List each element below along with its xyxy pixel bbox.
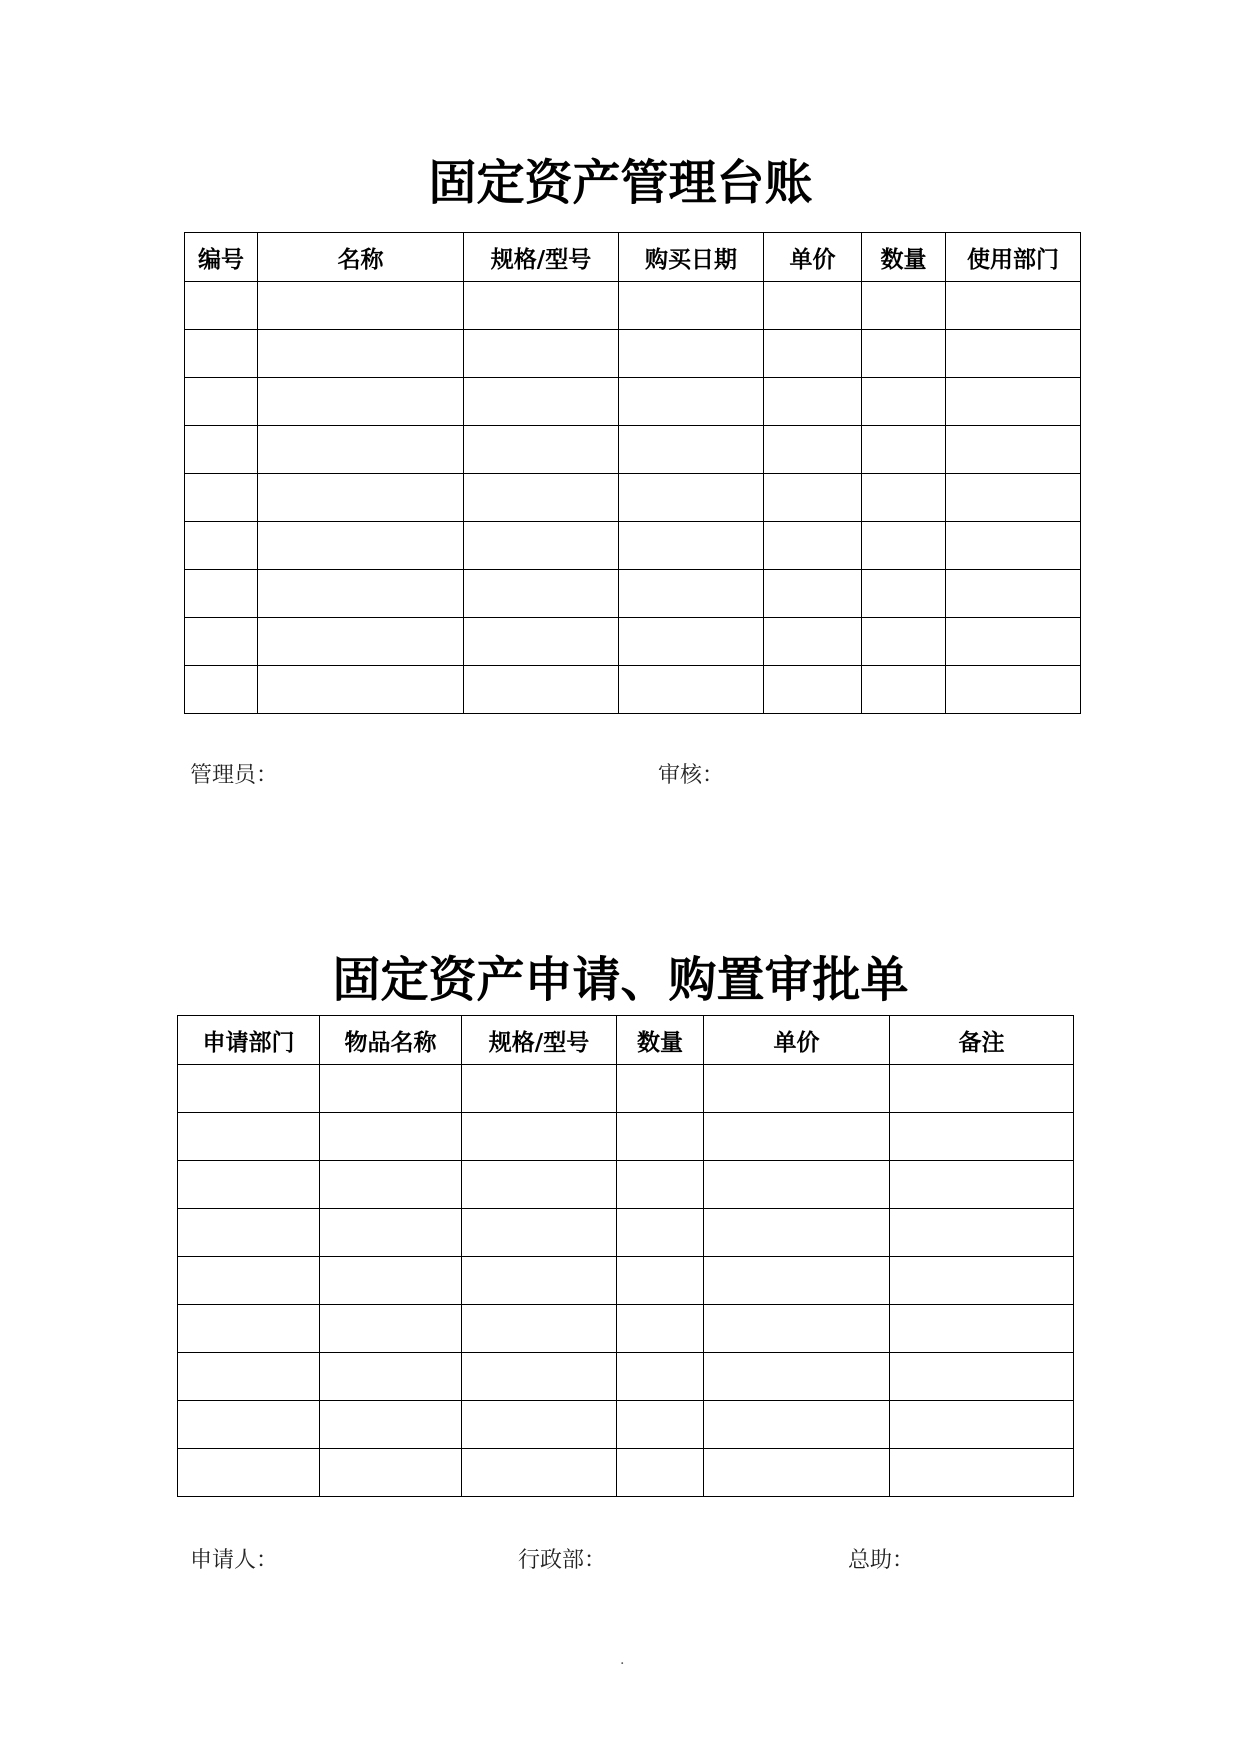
table-row [178,1353,1074,1401]
table-cell[interactable] [178,1305,320,1353]
table-cell[interactable] [862,426,946,474]
table-cell[interactable] [946,282,1081,330]
purchase-form-header-row [178,1016,1074,1065]
table-cell[interactable] [185,282,258,330]
table-cell[interactable] [619,618,764,666]
table-cell[interactable] [258,666,464,714]
col-header-spec: 规格/型号 [464,233,619,282]
table-cell[interactable] [617,1161,704,1209]
table-cell[interactable] [862,618,946,666]
table-cell[interactable] [185,666,258,714]
table-cell[interactable] [704,1449,890,1497]
table-cell[interactable] [764,282,862,330]
table-cell[interactable] [890,1257,1074,1305]
table-cell[interactable] [764,378,862,426]
admin-dept-signature-label: 行政部： [518,1548,607,1573]
table-cell[interactable] [890,1161,1074,1209]
purchase-form-table [177,1015,1074,1497]
table-cell[interactable] [704,1065,890,1113]
ledger-header-row [185,233,1081,282]
table-row [178,1401,1074,1449]
table-cell[interactable] [185,474,258,522]
table-cell[interactable] [464,522,619,570]
table-row [178,1209,1074,1257]
table-cell[interactable] [617,1113,704,1161]
table-row [178,1449,1074,1497]
table-cell[interactable] [178,1449,320,1497]
table-cell[interactable] [258,426,464,474]
table-cell[interactable] [464,378,619,426]
table-cell[interactable] [178,1113,320,1161]
table-cell[interactable] [178,1401,320,1449]
table-cell[interactable] [617,1209,704,1257]
purchase-form-table-body [178,1065,1074,1497]
table-cell[interactable] [464,618,619,666]
table-cell[interactable] [704,1257,890,1305]
table-cell[interactable] [619,282,764,330]
table-cell[interactable] [619,570,764,618]
table-row [185,522,1081,570]
table-cell[interactable] [890,1353,1074,1401]
table-cell[interactable] [619,666,764,714]
col-header-purchase-date: 购买日期 [619,233,764,282]
col-header-unit-price: 单价 [764,233,862,282]
table-cell[interactable] [178,1065,320,1113]
col-header-quantity: 数量 [617,1016,704,1065]
table-cell[interactable] [462,1113,617,1161]
table-cell[interactable] [862,282,946,330]
table-row [185,474,1081,522]
table-cell[interactable] [617,1353,704,1401]
table-row [178,1113,1074,1161]
table-row [178,1257,1074,1305]
table-cell[interactable] [320,1449,462,1497]
table-cell[interactable] [258,378,464,426]
table-cell[interactable] [946,618,1081,666]
table-cell[interactable] [258,330,464,378]
table-cell[interactable] [462,1209,617,1257]
table-cell[interactable] [890,1113,1074,1161]
table-cell[interactable] [862,330,946,378]
table-cell[interactable] [178,1257,320,1305]
table-cell[interactable] [764,570,862,618]
table-cell[interactable] [178,1209,320,1257]
table-cell[interactable] [946,330,1081,378]
table-cell[interactable] [258,618,464,666]
table-cell[interactable] [462,1257,617,1305]
table-cell[interactable] [704,1401,890,1449]
table-cell[interactable] [764,474,862,522]
table-cell[interactable] [462,1353,617,1401]
table-cell[interactable] [862,378,946,426]
col-header-name: 名称 [258,233,464,282]
table-cell[interactable] [185,522,258,570]
table-cell[interactable] [464,282,619,330]
table-cell[interactable] [764,426,862,474]
table-cell[interactable] [178,1353,320,1401]
col-header-applying-department: 申请部门 [178,1016,320,1065]
table-cell[interactable] [178,1161,320,1209]
table-cell[interactable] [704,1353,890,1401]
table-cell[interactable] [862,570,946,618]
table-cell[interactable] [258,282,464,330]
table-cell[interactable] [464,426,619,474]
table-cell[interactable] [704,1209,890,1257]
table-cell[interactable] [464,330,619,378]
applicant-signature-label: 申请人： [190,1548,279,1573]
col-header-remarks: 备注 [890,1016,1074,1065]
table-row [185,330,1081,378]
page-marker: . [620,1652,625,1668]
table-cell[interactable] [764,666,862,714]
table-cell[interactable] [764,618,862,666]
table-cell[interactable] [619,426,764,474]
table-cell[interactable] [462,1065,617,1113]
table-cell[interactable] [764,330,862,378]
table-cell[interactable] [462,1401,617,1449]
table-cell[interactable] [617,1305,704,1353]
table-cell[interactable] [258,522,464,570]
table-cell[interactable] [320,1353,462,1401]
table-cell[interactable] [890,1305,1074,1353]
assistant-signature-label: 总助： [848,1548,915,1573]
table-cell[interactable] [617,1449,704,1497]
table-cell[interactable] [862,474,946,522]
table-cell[interactable] [619,378,764,426]
purchase-form-title: 固定资产申请、购置审批单 [332,952,909,1008]
table-cell[interactable] [185,378,258,426]
table-row [178,1161,1074,1209]
col-header-quantity: 数量 [862,233,946,282]
table-cell[interactable] [617,1065,704,1113]
table-cell[interactable] [890,1401,1074,1449]
table-cell[interactable] [185,426,258,474]
table-row [178,1065,1074,1113]
table-cell[interactable] [890,1449,1074,1497]
table-cell[interactable] [946,378,1081,426]
table-cell[interactable] [320,1209,462,1257]
table-cell[interactable] [617,1257,704,1305]
table-row [185,570,1081,618]
table-cell[interactable] [946,666,1081,714]
table-cell[interactable] [946,474,1081,522]
table-cell[interactable] [185,330,258,378]
table-cell[interactable] [704,1305,890,1353]
table-cell[interactable] [617,1401,704,1449]
table-cell[interactable] [462,1449,617,1497]
table-cell[interactable] [704,1161,890,1209]
table-cell[interactable] [890,1209,1074,1257]
table-cell[interactable] [890,1065,1074,1113]
admin-signature-label: 管理员： [190,763,279,788]
table-cell[interactable] [464,474,619,522]
table-cell[interactable] [619,330,764,378]
col-header-spec: 规格/型号 [462,1016,617,1065]
table-cell[interactable] [185,618,258,666]
ledger-table-body [185,282,1081,714]
table-row [185,378,1081,426]
table-cell[interactable] [320,1161,462,1209]
table-cell[interactable] [619,522,764,570]
table-cell[interactable] [946,522,1081,570]
table-row [185,282,1081,330]
table-cell[interactable] [258,570,464,618]
table-cell[interactable] [462,1305,617,1353]
table-row [178,1305,1074,1353]
table-cell[interactable] [862,522,946,570]
table-cell[interactable] [320,1257,462,1305]
table-cell[interactable] [320,1113,462,1161]
table-cell[interactable] [258,474,464,522]
table-cell[interactable] [185,570,258,618]
table-cell[interactable] [464,666,619,714]
col-header-unit-price: 单价 [704,1016,890,1065]
table-cell[interactable] [862,666,946,714]
col-header-item-name: 物品名称 [320,1016,462,1065]
table-cell[interactable] [764,522,862,570]
table-cell[interactable] [619,474,764,522]
table-row [185,426,1081,474]
col-header-department: 使用部门 [946,233,1081,282]
table-cell[interactable] [320,1065,462,1113]
col-header-id: 编号 [185,233,258,282]
table-cell[interactable] [320,1401,462,1449]
table-cell[interactable] [320,1305,462,1353]
table-cell[interactable] [946,570,1081,618]
table-row [185,618,1081,666]
table-cell[interactable] [704,1113,890,1161]
table-row [185,666,1081,714]
table-cell[interactable] [464,570,619,618]
table-cell[interactable] [946,426,1081,474]
ledger-title: 固定资产管理台账 [428,155,813,211]
table-cell[interactable] [462,1161,617,1209]
review-signature-label: 审核： [658,763,725,788]
ledger-table [184,232,1081,714]
